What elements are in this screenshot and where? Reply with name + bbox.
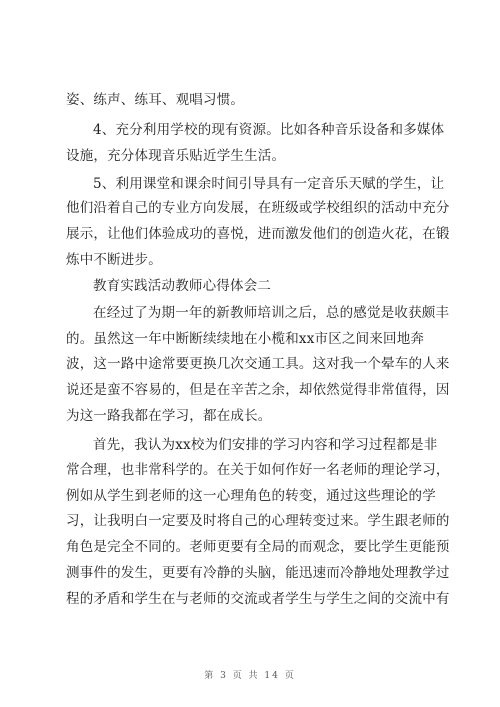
- paragraph-line: 波，这一路中途常要更换几次交通工具。这对我一个晕车的人来: [66, 356, 450, 372]
- paragraph-line: 程的矛盾和学生在与老师的交流或者学生与学生之间的交流中有: [66, 591, 450, 607]
- paragraph-line: 他们沿着自己的专业方向发展，在班级或学校组织的活动中充分: [66, 200, 450, 216]
- paragraph-line: 角色是完全不同的。老师更要有全局的而观念，要比学生更能预: [66, 539, 450, 555]
- paragraph-line: 设施，充分体现音乐贴近学生生活。: [66, 148, 286, 164]
- paragraph-line: 5、利用课堂和课余时间引导具有一定音乐天赋的学生，让: [93, 176, 445, 192]
- page-number-footer: 第 3 页 共 14 页: [204, 671, 296, 681]
- paragraph-line: 首先，我认为xx校为们安排的学习内容和学习过程都是非: [93, 437, 438, 453]
- paragraph-line: 姿、练声、练耳、观唱习惯。: [66, 92, 245, 108]
- paragraph-line: 测事件的发生，更要有冷静的头脑，能迅速而冷静地处理教学过: [66, 565, 450, 581]
- paragraph-line: 习，让我明白一定要及时将自己的心理转变过来。学生跟老师的: [66, 513, 450, 529]
- paragraph-line: 例如从学生到老师的这一心理角色的转变，通过这些理论的学: [66, 488, 436, 504]
- section-heading: 教育实践活动教师心得体会二: [93, 278, 272, 294]
- paragraph-line: 为这一路我都在学习，都在成长。: [66, 408, 272, 424]
- paragraph-line: 在经过了为期一年的新教师培训之后，总的感觉是收获颇丰: [93, 305, 450, 321]
- paragraph-line: 展示，让他们体验成功的喜悦，进而激发他们的创造火花，在锻: [66, 226, 450, 242]
- paragraph-line: 说还是蛮不容易的，但是在辛苦之余，却依然觉得非常值得，因: [66, 382, 450, 398]
- paragraph-line: 4、充分利用学校的现有资源。比如各种音乐设备和多媒体: [93, 122, 445, 138]
- paragraph-line: 的。虽然这一年中断断续续地在小榄和xx市区之间来回地奔: [66, 331, 425, 347]
- paragraph-line: 炼中不断进步。: [66, 252, 162, 268]
- paragraph-line: 常合理，也非常科学的。在关于如何作好一名老师的理论学习，: [66, 462, 450, 478]
